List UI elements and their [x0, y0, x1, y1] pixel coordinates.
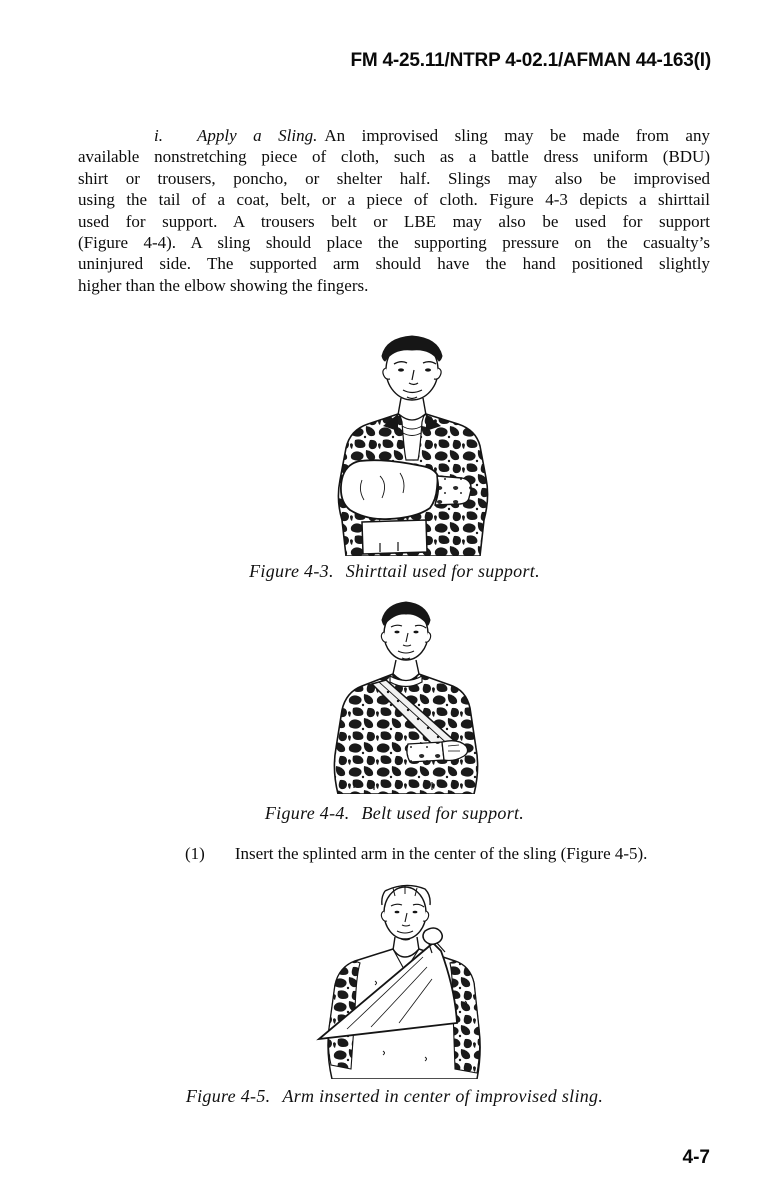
soldier-with-shirttail-sling: [338, 336, 487, 556]
paragraph-line: using the tail of a coat, belt, or a piece of cloth. Figure 4-3 depicts a shirttail: [78, 190, 710, 210]
man-with-triangular-sling: [319, 885, 480, 1079]
step-text: Insert the splinted arm in the center of the sling (Figure 4-5).: [234, 844, 648, 863]
paragraph-line: (Figure 4-4). A sling should place the supporting pressure on the casualty’s: [78, 232, 710, 252]
body-paragraph: [78, 125, 710, 296]
figure-caption-text: Arm inserted in center of improvised sling.: [282, 1086, 604, 1106]
paragraph-line: available nonstretching piece of cloth, such as a battle dress uniform (BDU): [78, 147, 710, 167]
figure-caption: [78, 1086, 711, 1107]
figure-caption-text: Belt used for support.: [361, 803, 525, 823]
list-item-label: i.: [154, 126, 163, 145]
figure-4-3-illustration: [322, 330, 508, 556]
running-header: FM 4-25.11/NTRP 4-02.1/AFMAN 44-163(I): [350, 50, 711, 71]
step-line: [185, 844, 647, 864]
paragraph-line: shirt or trousers, poncho, or shelter half. Slings may also be improvised: [78, 168, 710, 188]
figure-caption: [78, 561, 711, 582]
paragraph-line: [78, 125, 710, 146]
paragraph-line: uninjured side. The supported arm should have the hand positioned slightly: [78, 254, 710, 274]
figure-4-4-illustration: [320, 598, 492, 794]
figure-label: Figure 4-4.: [264, 803, 350, 823]
figure-label: Figure 4-3.: [249, 561, 334, 581]
paragraph-text: An improvised sling may be made from any: [324, 126, 710, 145]
paragraph-line: higher than the elbow showing the fingers.: [78, 275, 369, 295]
soldier-with-belt-sling: [334, 602, 477, 794]
figure-caption-text: Shirttail used for support.: [345, 561, 540, 581]
page-number: 4-7: [682, 1147, 710, 1168]
list-item-title: Apply a Sling.: [196, 126, 318, 145]
paragraph-line: used for support. A trousers belt or LBE may also be used for support: [78, 211, 710, 231]
figure-label: Figure 4-5.: [185, 1086, 271, 1106]
figure-4-5-illustration: [305, 881, 485, 1079]
figure-caption: [78, 803, 711, 824]
step-number: (1): [185, 844, 205, 863]
